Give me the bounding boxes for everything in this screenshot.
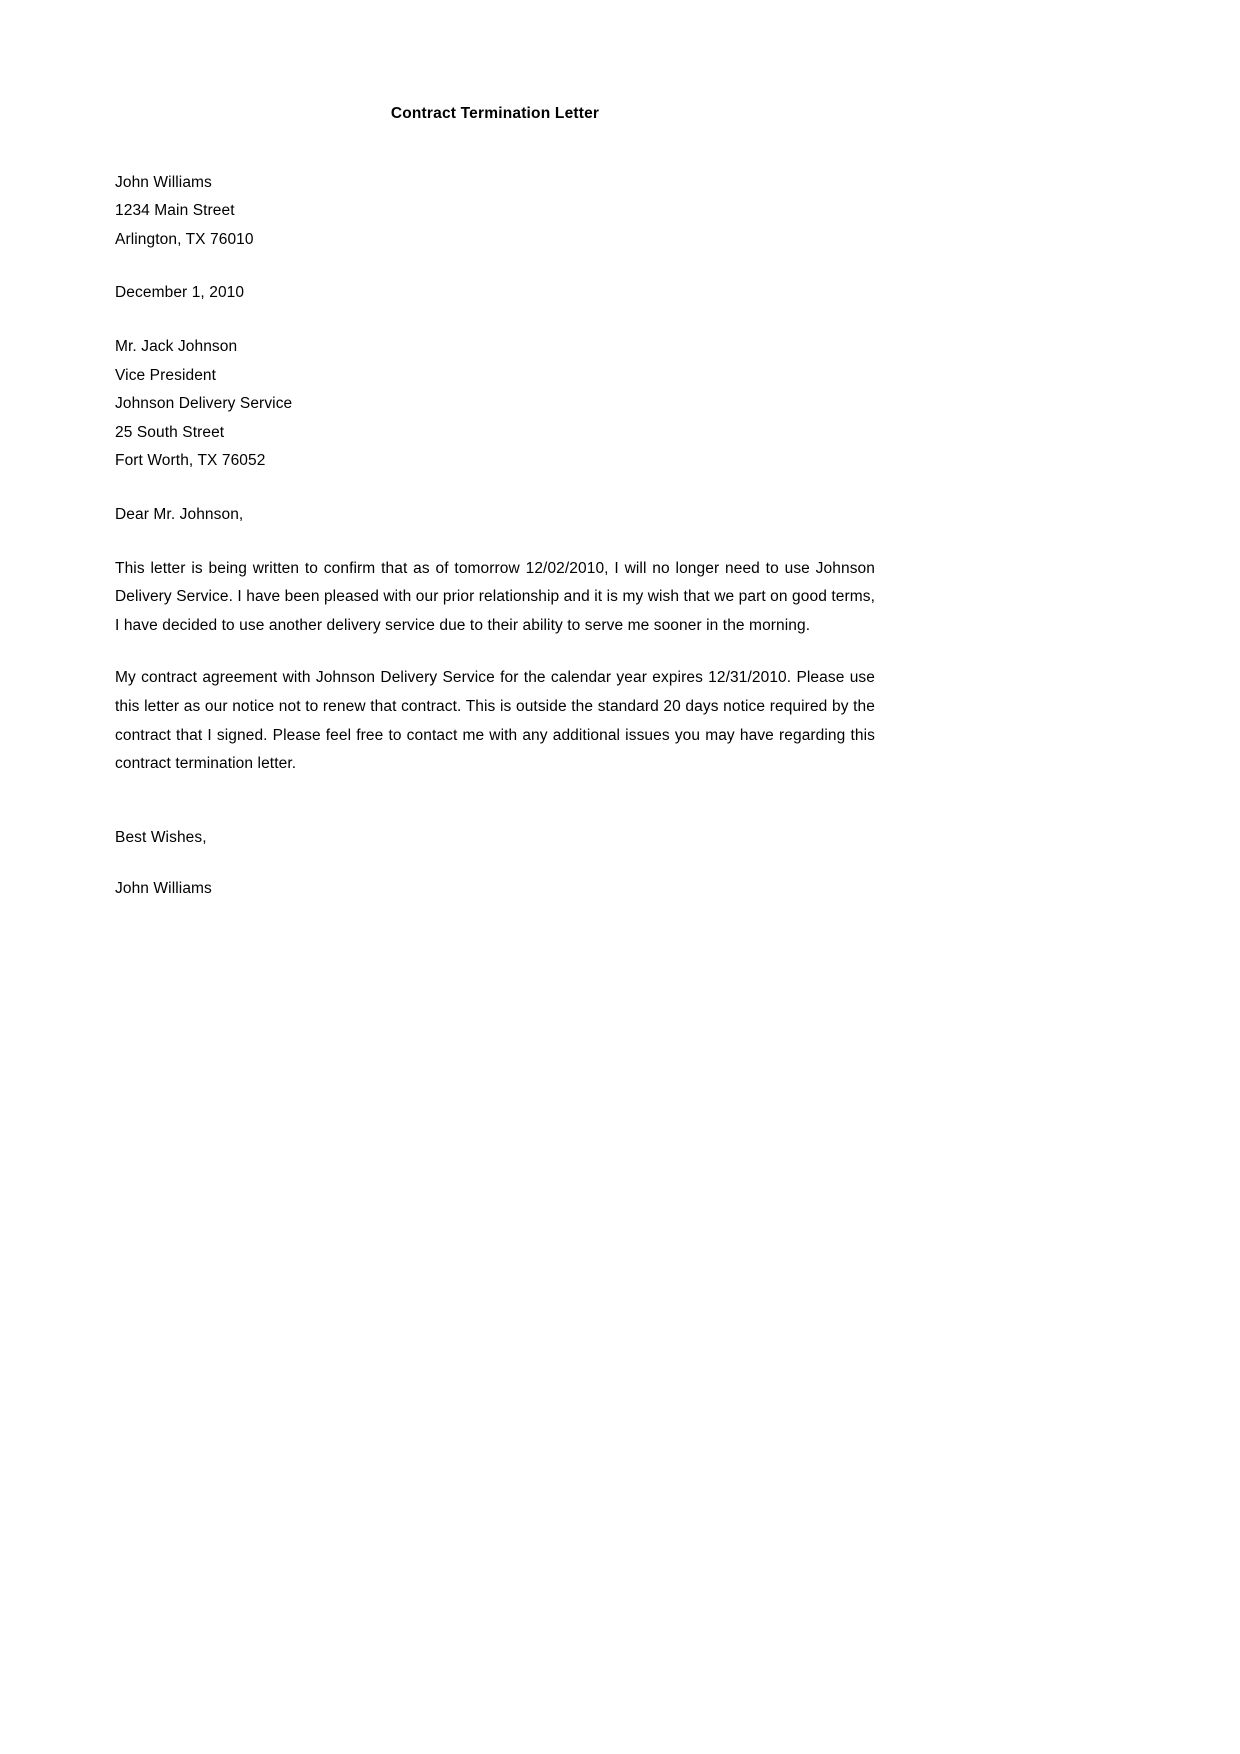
signature-name: John Williams [115, 880, 212, 898]
sender-address-line: John Williams [115, 173, 212, 191]
letter-body [115, 0, 875, 904]
letter-date: December 1, 2010 [115, 284, 245, 302]
signature-block [115, 875, 875, 904]
body-paragraph: This letter is being written to confirm that as of tomorrow 12/02/2010, I will no longer need to use Johnson Delivery Service. I have been pleased with our prior relationship and it is my wish that we part on good terms, I have decided to use another delivery service due to their ability to serve me sooner in the morning. [115, 559, 875, 634]
recipient-address-block [115, 333, 875, 476]
sender-address-line: Arlington, TX 76010 [115, 230, 254, 248]
closing-block [115, 824, 875, 853]
recipient-address-line: Mr. Jack Johnson [115, 337, 238, 355]
salutation-block [115, 501, 875, 530]
letter-body-text [115, 555, 875, 779]
page-title: Contract Termination Letter [390, 105, 600, 122]
date-block [115, 279, 875, 308]
recipient-address-line: Vice President [115, 366, 217, 384]
salutation: Dear Mr. Johnson, [115, 505, 244, 523]
recipient-address-line: Fort Worth, TX 76052 [115, 452, 266, 470]
body-paragraph: My contract agreement with Johnson Delivery Service for the calendar year expires 12/31/2010. Please use this letter as our notice not to renew that contract. This is outside the standard 20 days notice required by the contract that I signed. Please feel free to contact me with any additional issues you may have regarding this contract termination letter. [115, 669, 875, 773]
sender-address-block [115, 169, 875, 255]
recipient-address-line: 25 South Street [115, 423, 225, 441]
recipient-address-line: Johnson Delivery Service [115, 395, 293, 413]
closing-salutation: Best Wishes, [115, 828, 207, 846]
sender-address-line: 1234 Main Street [115, 202, 235, 220]
